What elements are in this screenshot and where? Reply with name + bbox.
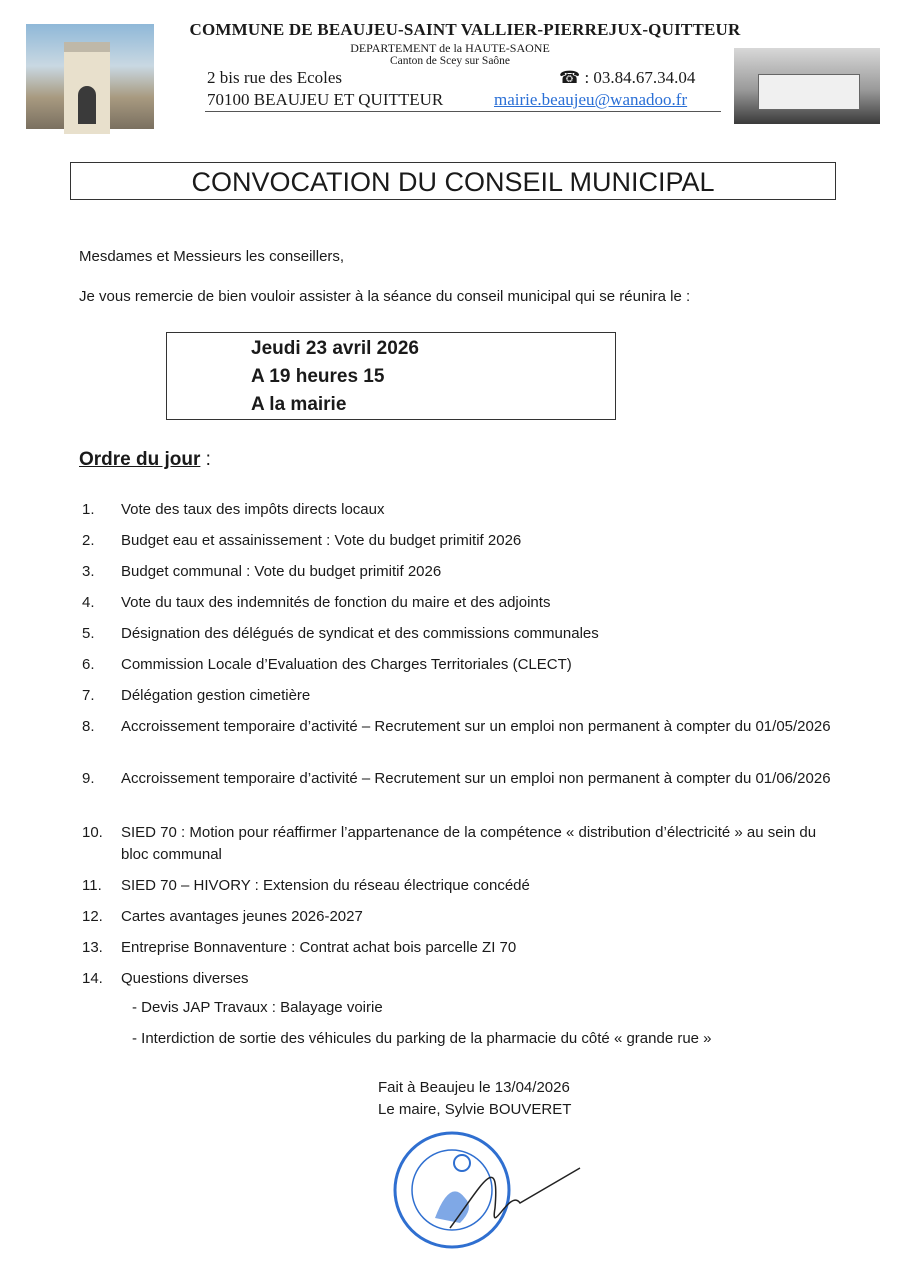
agenda-heading [79,449,211,471]
intro-text: Je vous remercie de bien vouloir assister à la séance du conseil municipal qui se réunira le : [79,288,691,305]
commune-name: COMMUNE DE BEAUJEU-SAINT VALLIER-PIERREJUX-QUITTEUR [189,20,741,39]
agenda-item: Budget communal : Vote du budget primitif 2026 [121,563,442,580]
agenda-item: Désignation des délégués de syndicat et des commissions communales [121,625,599,642]
agenda-heading-text: Ordre du jour [79,449,201,470]
agenda-item: Délégation gestion cimetière [121,687,311,704]
departement: DEPARTEMENT de la HAUTE-SAONE [350,41,550,55]
meeting-place: A la mairie [251,394,347,415]
agenda-item-number: 5. [82,625,95,642]
salutation: Mesdames et Messieurs les conseillers, [79,248,345,265]
address-line-2: 70100 BEAUJEU ET QUITTEUR [207,90,444,109]
agenda-item: SIED 70 : Motion pour réaffirmer l’appartenance de la compétence « distribution d’électricité » au sein du bloc communal [121,824,817,863]
place-date: Fait à Beaujeu le 13/04/2026 [378,1079,570,1096]
phone-icon: ☎ [559,68,581,87]
agenda-item-number: 10. [82,824,103,841]
agenda-item-number: 14. [82,970,103,987]
agenda-item: Entreprise Bonnaventure : Contrat achat bois parcelle ZI 70 [121,939,517,956]
agenda-item: Cartes avantages jeunes 2026-2027 [121,908,363,925]
agenda-item-number: 4. [82,594,95,611]
agenda-item: Vote des taux des impôts directs locaux [121,501,385,518]
phone [559,68,695,88]
meeting-box [166,332,616,420]
signatory: Le maire, Sylvie BOUVERET [378,1101,572,1118]
agenda-item-number: 12. [82,908,103,925]
agenda-item-number: 11. [82,877,102,894]
agenda-item: SIED 70 – HIVORY : Extension du réseau électrique concédé [121,877,530,894]
agenda-sub-item: - Devis JAP Travaux : Balayage voirie [132,999,383,1016]
email-link[interactable]: mairie.beaujeu@wanadoo.fr [494,90,688,109]
agenda-item-number: 7. [82,687,95,704]
address-line-1: 2 bis rue des Ecoles [207,68,343,87]
agenda-item: Questions diverses [121,970,249,987]
agenda-item-number: 9. [82,770,95,787]
agenda-item-number: 2. [82,532,95,549]
agenda-sub-item: - Interdiction de sortie des véhicules du parking de la pharmacie du côté « grande rue » [132,1030,712,1047]
agenda-item: Accroissement temporaire d’activité – Recrutement sur un emploi non permanent à compter du 01/06/2026 [121,770,831,787]
canton: Canton de Scey sur Saône [389,55,511,67]
meeting-date: Jeudi 23 avril 2026 [251,338,419,359]
agenda-item-number: 13. [82,939,103,956]
meeting-time: A 19 heures 15 [251,366,385,387]
header-divider [205,111,721,112]
agenda-item: Vote du taux des indemnités de fonction du maire et des adjoints [121,594,551,611]
agenda-item-number: 1. [82,501,95,518]
document-title: CONVOCATION DU CONSEIL MUNICIPAL [70,162,836,200]
agenda-item: Accroissement temporaire d’activité – Recrutement sur un emploi non permanent à compter du 01/05/2026 [121,718,831,735]
mairie-stamp [390,1128,590,1253]
agenda-item-number: 3. [82,563,95,580]
agenda-heading-colon: : [200,449,211,470]
agenda-item: Commission Locale d’Evaluation des Charges Territoriales (CLECT) [121,656,572,673]
agenda-item: Budget eau et assainissement : Vote du budget primitif 2026 [121,532,522,549]
agenda-item-number: 6. [82,656,95,673]
phone-number: : 03.84.67.34.04 [584,68,696,87]
agenda-item-number: 8. [82,718,95,735]
